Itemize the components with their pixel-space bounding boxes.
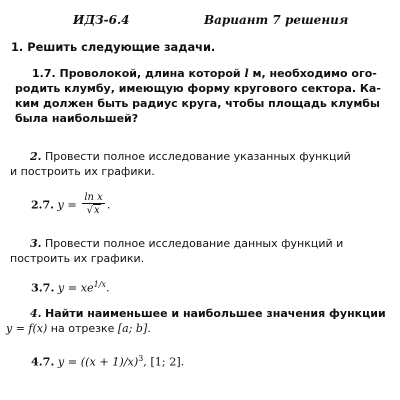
problem-1-7-text-a: Проволокой, длина которой: [59, 67, 241, 80]
task-4-function: y = f(x): [6, 322, 48, 335]
task-1-number: 1.: [11, 40, 24, 54]
task-4-tail: .: [147, 322, 151, 335]
example-2-7-lhs: y =: [57, 198, 77, 212]
example-2-7-fraction: [82, 192, 104, 217]
task-3-text-1: Провести полное исследование данных функций и: [44, 237, 344, 250]
task-1-text: Решить следующие задачи.: [27, 40, 216, 54]
sqrt-sign: √: [86, 205, 93, 216]
task-2-text-1: Провести полное исследование указанных функций: [44, 150, 351, 163]
example-2-7-denominator: [82, 204, 104, 217]
task-4-line-1: [30, 307, 386, 321]
example-2-7-number: 2.7.: [31, 198, 54, 212]
example-3-7-tail: .: [105, 281, 110, 295]
example-3-7-exponent: 1/x: [93, 280, 106, 289]
problem-1-7-line-4: была наибольшей?: [15, 112, 139, 125]
example-4-7: [31, 352, 184, 370]
example-3-7: [31, 278, 110, 296]
task-4-interval: [a; b]: [117, 322, 148, 335]
task-3-line-1: [30, 237, 343, 251]
problem-1-7-line-2: родить клумбу, имеющую форму кругового сектора. Ка-: [15, 82, 381, 95]
assignment-code: ИДЗ-6.4: [73, 13, 130, 27]
task-2-line-2: и построить их графики.: [10, 165, 155, 178]
task-2-line-1: [30, 150, 351, 164]
task-4-number: 4.: [30, 307, 42, 320]
task-3-line-2: построить их графики.: [10, 252, 145, 265]
task-4-text-2: на отрезке: [50, 322, 115, 335]
example-2-7: [31, 193, 110, 218]
problem-1-7-variable: l: [244, 67, 249, 80]
task-2-number: 2.: [30, 150, 42, 163]
example-3-7-number: 3.7.: [31, 280, 55, 295]
example-4-7-expression: y = ((x + 1)/x): [57, 355, 139, 369]
example-3-7-expression: y = xe: [57, 281, 94, 295]
problem-1-7-number: 1.7.: [32, 67, 56, 80]
problem-1-7-line-3: ким должен быть радиус круга, чтобы площадь клумбы: [15, 97, 380, 110]
example-4-7-exponent: 3: [138, 354, 144, 363]
example-2-7-tail: .: [106, 198, 111, 212]
example-4-7-number: 4.7.: [31, 354, 55, 369]
task-3-number: 3.: [30, 237, 42, 250]
example-2-7-numerator: ln x: [84, 192, 103, 203]
task-4-line-2: [6, 322, 151, 336]
example-2-7-radicand: x: [93, 205, 100, 216]
problem-1-7-line-1: [32, 67, 377, 81]
example-4-7-tail: , [1; 2].: [143, 355, 185, 369]
task-1-heading: [11, 40, 215, 54]
task-4-text-1: Найти наименьшее и наибольшее значения функции: [44, 307, 386, 320]
variant-title: Вариант 7 решения: [204, 13, 349, 27]
problem-1-7-text-b: м, необходимо ого-: [252, 67, 377, 80]
